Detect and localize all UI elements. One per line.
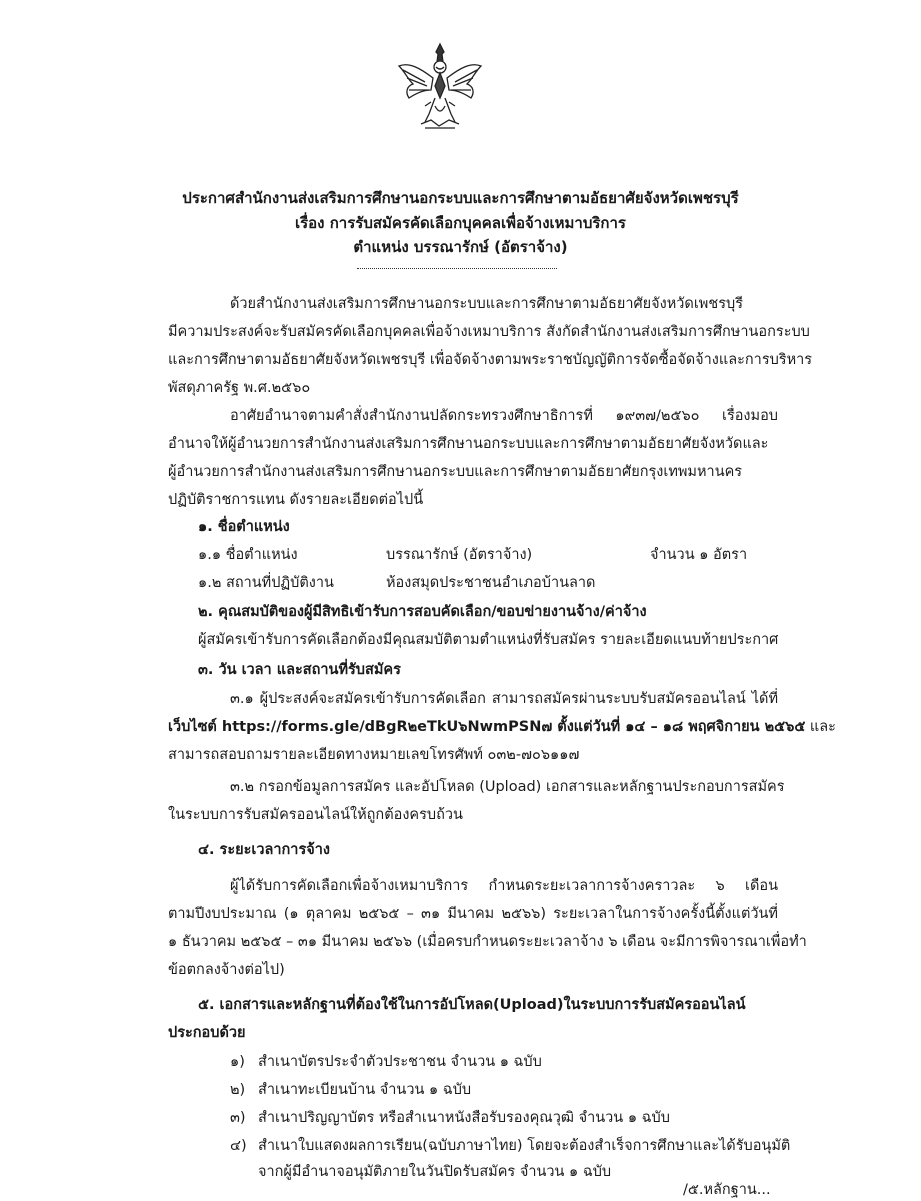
- section-1-1-label: ๑.๑ ชื่อตำแหน่ง: [198, 547, 298, 563]
- title-divider: [357, 268, 557, 269]
- section-1-2-label: ๑.๒ สถานที่ปฏิบัติงาน: [198, 575, 334, 591]
- section-4-line2: ตามปีงบประมาณ (๑ ตุลาคม ๒๕๖๕ – ๓๑ มีนาคม ๒๕๖๖) ระยะเวลาในการจ้างครั้งนี้ตั้งแต่วันที่: [168, 906, 778, 922]
- intro-p1-line4: พัสดุภาครัฐ พ.ศ.๒๕๖๐: [168, 380, 311, 396]
- document-item-text: สำเนาใบแสดงผลการเรียน(ฉบับภาษาไทย) โดยจะต้องสำเร็จการศึกษาและได้รับอนุมัติ: [258, 1138, 791, 1154]
- registration-link-and-dates[interactable]: เว็บไซต์ https://forms.gle/dBgR๒eTkU๖NwmPSN๗ ตั้งแต่วันที่ ๑๔ – ๑๘ พฤศจิกายน ๒๕๖๕: [168, 719, 806, 735]
- document-item-4-line2: จากผู้มีอำนาจอนุมัติภายในวันปิดรับสมัคร จำนวน ๑ ฉบับ: [258, 1164, 612, 1180]
- section-4-heading: ๔. ระยะเวลาการจ้าง: [198, 842, 330, 858]
- section-1-2-value: ห้องสมุดประชาชนอำเภอบ้านลาด: [386, 575, 596, 591]
- section-2-heading: ๒. คุณสมบัติของผู้มีสิทธิเข้ารับการสอบคัดเลือก/ขอบข่ายงานจ้าง/ค่าจ้าง: [198, 604, 647, 620]
- title-line-3: ตำแหน่ง บรรณารักษ์ (อัตราจ้าง): [353, 238, 568, 256]
- section-3-1-line2-rest: และ: [805, 719, 836, 735]
- continued-marker: /๕.หลักฐาน...: [683, 1182, 771, 1198]
- section-3-1-line1: ๓.๑ ผู้ประสงค์จะสมัครเข้ารับการคัดเลือก สามารถสมัครผ่านระบบรับสมัครออนไลน์ ได้ที่: [230, 691, 778, 707]
- intro-p2-line1: อาศัยอำนาจตามคำสั่งสำนักงานปลัดกระทรวงศึกษาธิการที่ ๑๙๓๗/๒๕๖๐ เรื่องมอบ: [230, 408, 778, 424]
- section-1-1-value: บรรณารักษ์ (อัตราจ้าง): [386, 547, 533, 563]
- document-item-number: ๓): [230, 1110, 246, 1126]
- section-4-line4: ข้อตกลงจ้างต่อไป): [168, 962, 285, 978]
- intro-p1-line3: และการศึกษาตามอัธยาศัยจังหวัดเพชรบุรี เพื่อจัดจ้างตามพระราชบัญญัติการจัดซื้อจัดจ้างและการบริหาร: [168, 352, 813, 368]
- title-line-1: ประกาศสำนักงานส่งเสริมการศึกษานอกระบบและการศึกษาตามอัธยาศัยจังหวัดเพชรบุรี: [182, 189, 739, 207]
- section-1-1-count: จำนวน ๑ อัตรา: [650, 547, 748, 563]
- section-3-2-line2: ในระบบการรับสมัครออนไลน์ให้ถูกต้องครบถ้วน: [168, 807, 463, 823]
- section-5-heading-line2: ประกอบด้วย: [168, 1025, 246, 1041]
- section-5-heading-line1: ๕. เอกสารและหลักฐานที่ต้องใช้ในการอัปโหลด(Upload)ในระบบการรับสมัครออนไลน์: [198, 997, 746, 1013]
- document-item-number: ๔): [230, 1138, 247, 1154]
- section-4-line3: ๑ ธันวาคม ๒๕๖๕ – ๓๑ มีนาคม ๒๕๖๖ (เมื่อครบกำหนดระยะเวลาจ้าง ๖ เดือน จะมีการพิจารณาเพื่อทำ: [168, 934, 807, 950]
- intro-p2-line2: อำนาจให้ผู้อำนวยการสำนักงานส่งเสริมการศึกษานอกระบบและการศึกษาตามอัธยาศัยจังหวัดและ: [168, 436, 769, 452]
- section-2-line: ผู้สมัครเข้ารับการคัดเลือกต้องมีคุณสมบัติตามตำแหน่งที่รับสมัคร รายละเอียดแนบท้ายประกาศ: [198, 632, 779, 648]
- section-3-heading: ๓. วัน เวลา และสถานที่รับสมัคร: [198, 662, 401, 678]
- title-line-2: เรื่อง การรับสมัครคัดเลือกบุคคลเพื่อจ้างเหมาบริการ: [294, 214, 626, 232]
- section-1-heading: ๑. ชื่อตำแหน่ง: [198, 519, 290, 535]
- document-item-number: ๑): [230, 1054, 245, 1070]
- document-item-number: ๒): [230, 1082, 246, 1098]
- intro-p1-line1: ด้วยสำนักงานส่งเสริมการศึกษานอกระบบและการศึกษาตามอัธยาศัยจังหวัดเพชรบุรี: [230, 296, 743, 312]
- intro-p2-line3: ผู้อำนวยการสำนักงานส่งเสริมการศึกษานอกระบบและการศึกษาตามอัธยาศัยกรุงเทพมหานคร: [168, 464, 743, 480]
- document-item-text: สำเนาทะเบียนบ้าน จำนวน ๑ ฉบับ: [258, 1082, 472, 1098]
- document-item-text: สำเนาบัตรประจำตัวประชาชน จำนวน ๑ ฉบับ: [258, 1054, 542, 1070]
- intro-p2-line4: ปฏิบัติราชการแทน ดังรายละเอียดต่อไปนี้: [168, 492, 424, 508]
- garuda-emblem-icon: [395, 40, 485, 132]
- section-4-line1: ผู้ได้รับการคัดเลือกเพื่อจ้างเหมาบริการ กำหนดระยะเวลาการจ้างคราวละ ๖ เดือน: [230, 878, 778, 894]
- document-item-text: สำเนาปริญญาบัตร หรือสำเนาหนังสือรับรองคุณวุฒิ จำนวน ๑ ฉบับ: [258, 1110, 670, 1126]
- section-3-1-line3: สามารถสอบถามรายละเอียดทางหมายเลขโทรศัพท์ ๐๓๒-๗๐๖๑๑๗: [168, 747, 580, 763]
- section-3-1-line2: [168, 715, 836, 738]
- section-3-2-line1: ๓.๒ กรอกข้อมูลการสมัคร และอัปโหลด (Upload) เอกสารและหลักฐานประกอบการสมัคร: [230, 779, 785, 795]
- intro-p1-line2: มีความประสงค์จะรับสมัครคัดเลือกบุคคลเพื่อจ้างเหมาบริการ สังกัดสำนักงานส่งเสริมการศึกษานอกระบบ: [168, 324, 810, 340]
